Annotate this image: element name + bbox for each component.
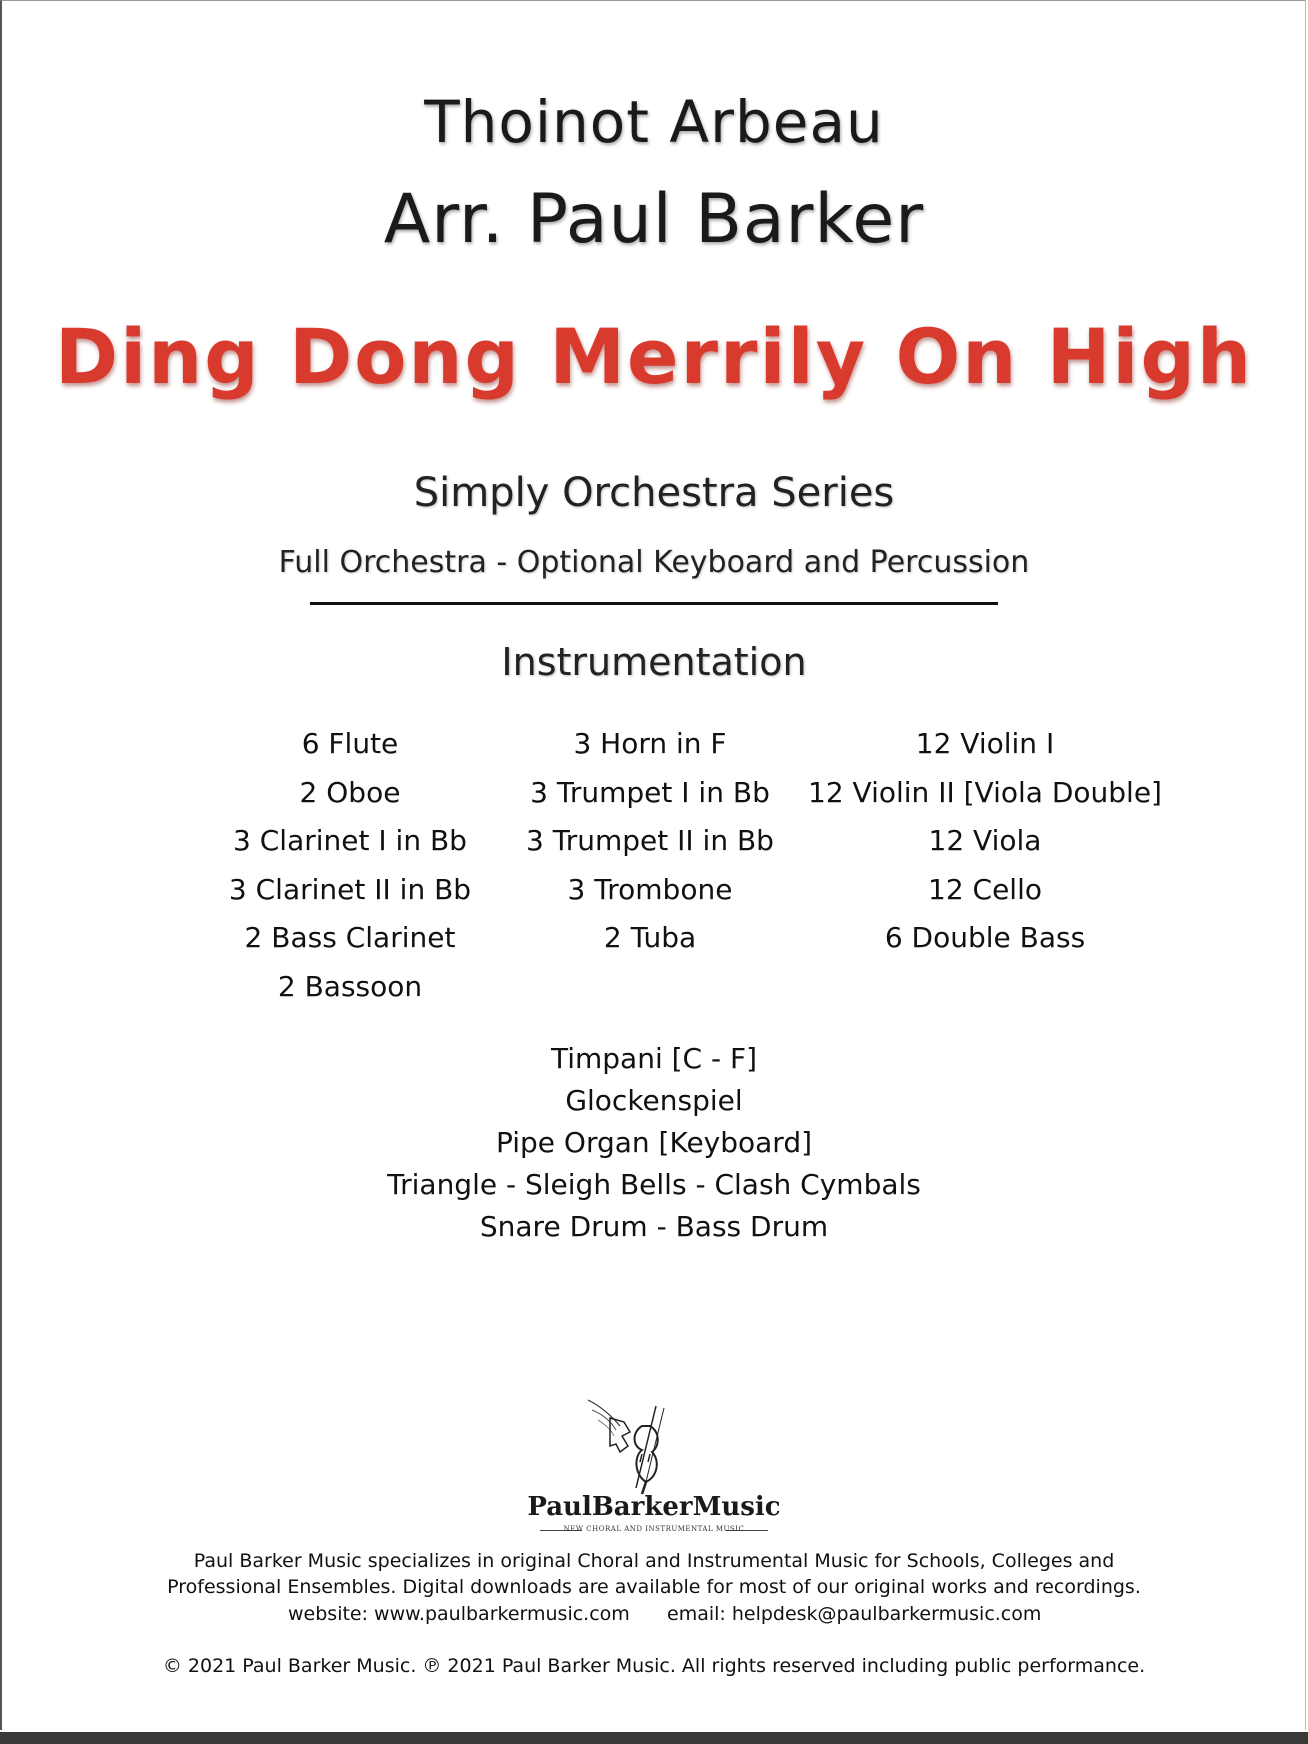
brand-tagline: NEW CHORAL AND INSTRUMENTAL MUSIC	[563, 1525, 745, 1533]
woodwinds-column	[190, 720, 510, 1011]
instrument-item: 12 Violin I	[915, 727, 1055, 760]
section-divider	[310, 602, 998, 605]
instrument-item: Pipe Organ [Keyboard]	[495, 1126, 813, 1159]
instrumentation-heading: Instrumentation	[501, 640, 807, 684]
instrument-item: Glockenspiel	[565, 1084, 743, 1117]
percussion-list	[304, 1038, 1004, 1248]
arranger-name: Arr. Paul Barker	[383, 180, 925, 259]
instrument-item: 12 Cello	[928, 872, 1042, 906]
instrument-item: 12 Viola	[928, 824, 1042, 857]
instrument-item: 2 Tuba	[603, 921, 697, 954]
website-link[interactable]: website: www.paulbarkermusic.com	[288, 1603, 630, 1625]
series-name: Simply Orchestra Series	[413, 470, 895, 516]
strings-column	[800, 720, 1170, 963]
violin-logo-icon	[580, 1396, 700, 1496]
about-text-line-2: Professional Ensembles. Digital downloads are available for most of our original works and recordings.	[167, 1576, 1141, 1598]
window-bottom-edge	[0, 1732, 1308, 1744]
instrument-item: 3 Clarinet I in Bb	[233, 824, 467, 857]
instrument-item: 6 Flute	[301, 727, 399, 760]
orchestration-subtitle: Full Orchestra - Optional Keyboard and Percussion	[278, 545, 1030, 580]
instrument-item: Triangle - Sleigh Bells - Clash Cymbals	[387, 1168, 921, 1201]
composer-name: Thoinot Arbeau	[424, 88, 884, 156]
copyright-notice: © 2021 Paul Barker Music. ℗ 2021 Paul Barker Music. All rights reserved including public performance.	[162, 1655, 1146, 1677]
brand-wordmark: PaulBarkerMusic	[527, 1492, 781, 1522]
instrument-item: 2 Bass Clarinet	[244, 921, 456, 954]
instrument-item: 3 Trumpet II in Bb	[526, 824, 774, 857]
instrument-item: Snare Drum - Bass Drum	[479, 1210, 829, 1243]
instrument-item: 2 Oboe	[299, 775, 401, 809]
instrument-item: 3 Trumpet I in Bb	[530, 775, 770, 809]
instrument-item: 6 Double Bass	[884, 921, 1086, 954]
email-link[interactable]: email: helpdesk@paulbarkermusic.com	[667, 1603, 1042, 1625]
instrument-item: 3 Horn in F	[573, 727, 727, 760]
instrument-item: 3 Trombone	[567, 872, 733, 906]
instrument-item: Timpani [C - F]	[550, 1042, 758, 1075]
instrument-item: 3 Clarinet II in Bb	[228, 872, 472, 906]
about-text-line-1: Paul Barker Music specializes in original Choral and Instrumental Music for Schools, Colleges and	[193, 1550, 1115, 1572]
instrument-item: 2 Bassoon	[277, 969, 423, 1003]
piece-title: Ding Dong Merrily On High	[55, 312, 1253, 401]
brass-column	[490, 720, 810, 963]
instrument-item: 12 Violin II [Viola Double]	[808, 775, 1162, 809]
